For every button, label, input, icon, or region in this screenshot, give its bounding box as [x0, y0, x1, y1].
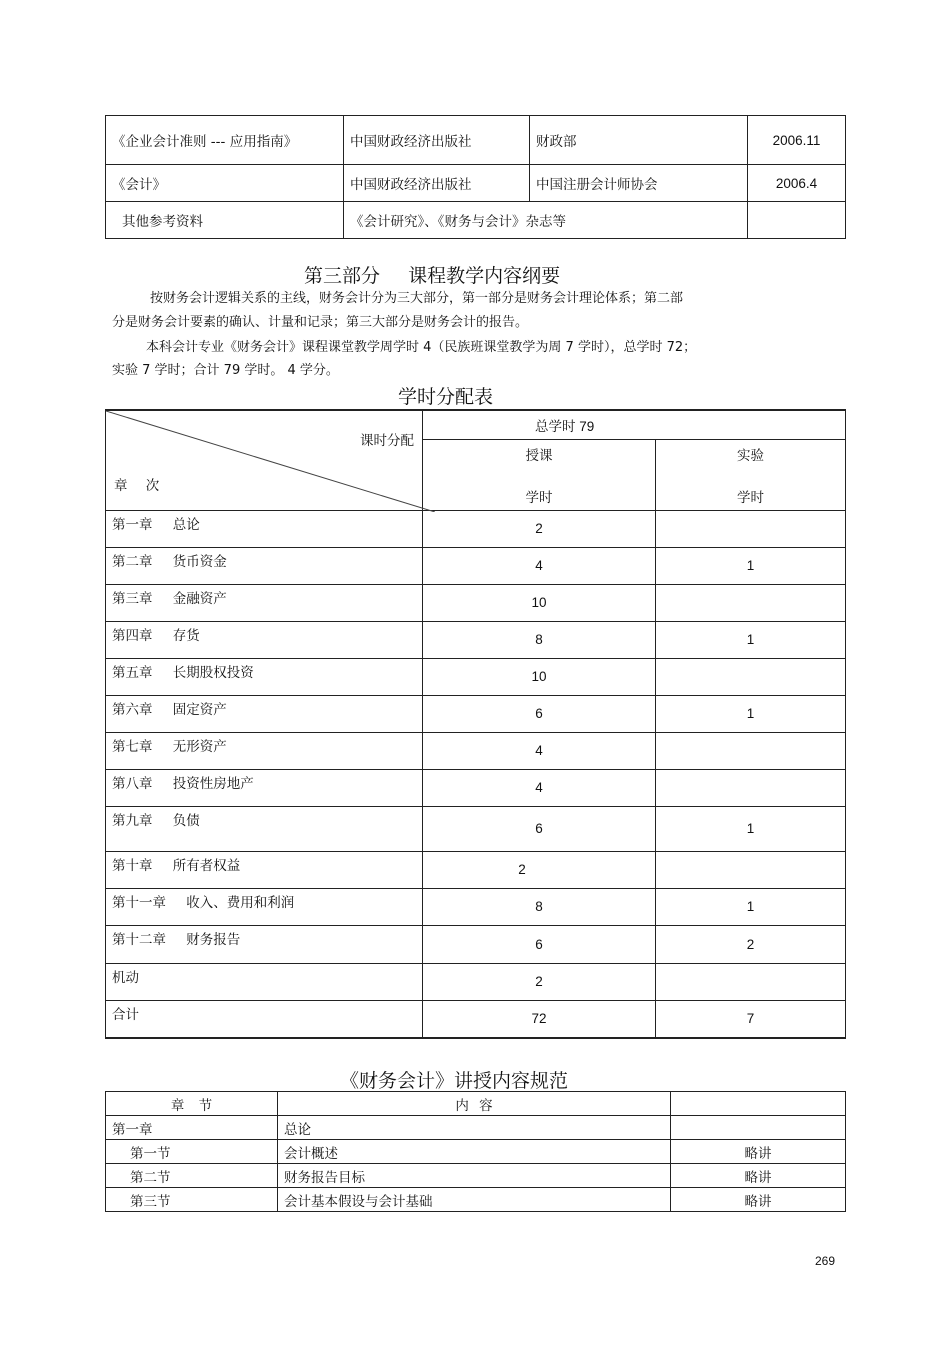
chapter-cell: 合计 [106, 1000, 423, 1038]
lab-hours-cell [656, 769, 846, 806]
ref-author: 中国注册会计师协会 [530, 165, 748, 202]
lecture-hours-cell: 10 [423, 658, 656, 695]
ref-title: 《企业会计准则 --- 应用指南》 [106, 116, 344, 165]
spec-content-cell: 总论 [278, 1116, 671, 1140]
ref-title: 《会计》 [106, 165, 344, 202]
lab-header-unit: 学时 [737, 489, 764, 506]
hours-row [106, 1000, 846, 1038]
lecture-hours-cell: 10 [423, 584, 656, 621]
spec-note-cell: 略讲 [671, 1188, 846, 1212]
lab-hours-cell: 2 [656, 925, 846, 963]
hours-row [106, 584, 846, 621]
spec-header-note [671, 1092, 846, 1116]
hours-row [106, 925, 846, 963]
lab-hours-cell: 1 [656, 888, 846, 925]
chapter-cell: 机动 [106, 963, 423, 1000]
hours-table-title: 学时分配表 [398, 386, 494, 408]
page-number: 269 [815, 1254, 836, 1268]
paragraph-2-line-1: 本科会计专业《财务会计》课程课堂教学周学时 4（民族班课堂教学为周 7 学时），总学时 72； [146, 340, 697, 355]
section-title-part: 第三部分 [304, 265, 381, 287]
spec-content-cell: 财务报告目标 [278, 1164, 671, 1188]
lecture-header [423, 439, 656, 510]
ref-date: 2006.11 [748, 116, 846, 165]
hours-row [106, 806, 846, 851]
lab-hours-cell [656, 732, 846, 769]
spec-row [106, 1140, 846, 1164]
lecture-hours-cell: 2 [423, 851, 656, 888]
ref-other-value: 《会计研究》、《财务与会计》杂志等 [344, 202, 748, 239]
lab-hours-cell [656, 851, 846, 888]
total-hours-header: 总学时 79 [423, 410, 846, 439]
lab-header [656, 439, 846, 510]
hours-row [106, 963, 846, 1000]
hours-row [106, 547, 846, 584]
paragraph-1-line-2: 分是财务会计要素的确认、计量和记录；第三大部分是财务会计的报告。 [112, 315, 529, 330]
chapter-cell: 第六章 固定资产 [106, 695, 423, 732]
hours-row [106, 658, 846, 695]
lab-hours-cell [656, 584, 846, 621]
hours-table [105, 409, 846, 1039]
spec-row [106, 1164, 846, 1188]
spec-note-cell [671, 1116, 846, 1140]
diagonal-line [106, 411, 435, 512]
ref-date: 2006.4 [748, 165, 846, 202]
spec-table [105, 1091, 846, 1212]
chapter-cell: 第十一章 收入、费用和利润 [106, 888, 423, 925]
section-title-text: 课程教学内容纲要 [408, 265, 561, 287]
spec-note-cell: 略讲 [671, 1164, 846, 1188]
chapter-cell: 第四章 存货 [106, 621, 423, 658]
ref-publisher: 中国财政经济出版社 [344, 165, 530, 202]
hours-row [106, 621, 846, 658]
lecture-hours-cell: 6 [423, 925, 656, 963]
spec-header-section: 章 节 [106, 1092, 278, 1116]
spec-content-cell: 会计基本假设与会计基础 [278, 1188, 671, 1212]
spec-section-cell: 第二节 [106, 1164, 278, 1188]
spec-content-cell: 会计概述 [278, 1140, 671, 1164]
spec-section-cell: 第一章 [106, 1116, 278, 1140]
hours-row [106, 510, 846, 547]
spec-section-cell: 第三节 [106, 1188, 278, 1212]
diagonal-header-bottom-label: 章 次 [114, 478, 160, 494]
spec-header-content: 内 容 [278, 1092, 671, 1116]
chapter-cell: 第十二章 财务报告 [106, 925, 423, 963]
lecture-hours-cell: 72 [423, 1000, 656, 1038]
ref-other-label: 其他参考资料 [106, 202, 344, 239]
chapter-cell: 第三章 金融资产 [106, 584, 423, 621]
lecture-hours-cell: 6 [423, 806, 656, 851]
ref-author: 财政部 [530, 116, 748, 165]
spec-table-title: 《财务会计》讲授内容规范 [340, 1070, 569, 1092]
lecture-hours-cell: 4 [423, 769, 656, 806]
lecture-hours-cell: 2 [423, 963, 656, 1000]
chapter-cell: 第八章 投资性房地产 [106, 769, 423, 806]
diagonal-header-cell [106, 410, 423, 510]
hours-row [106, 732, 846, 769]
lecture-hours-cell: 2 [423, 510, 656, 547]
chapter-cell: 第五章 长期股权投资 [106, 658, 423, 695]
lab-hours-cell: 1 [656, 547, 846, 584]
spec-section-cell: 第一节 [106, 1140, 278, 1164]
lab-hours-cell [656, 658, 846, 695]
lab-hours-cell [656, 963, 846, 1000]
spec-note-cell: 略讲 [671, 1140, 846, 1164]
hours-row [106, 851, 846, 888]
lecture-hours-cell: 6 [423, 695, 656, 732]
section-title [304, 261, 560, 288]
lab-hours-cell: 7 [656, 1000, 846, 1038]
spec-row [106, 1188, 846, 1212]
ref-empty-cell [748, 202, 846, 239]
hours-row [106, 769, 846, 806]
lab-header-label: 实验 [737, 447, 764, 464]
lecture-hours-cell: 4 [423, 732, 656, 769]
lecture-header-unit: 学时 [525, 489, 553, 506]
chapter-cell: 第二章 货币资金 [106, 547, 423, 584]
chapter-cell: 第七章 无形资产 [106, 732, 423, 769]
hours-row [106, 695, 846, 732]
reference-table [105, 115, 846, 239]
spec-row [106, 1116, 846, 1140]
lab-hours-cell: 1 [656, 621, 846, 658]
lecture-hours-cell: 8 [423, 888, 656, 925]
paragraph-2-line-2: 实验 7 学时；合计 79 学时。 4 学分。 [112, 363, 339, 378]
lab-hours-cell: 1 [656, 695, 846, 732]
chapter-cell: 第一章 总论 [106, 510, 423, 547]
paragraph-1-line-1: 按财务会计逻辑关系的主线，财务会计分为三大部分，第一部分是财务会计理论体系；第二部 [150, 291, 684, 306]
ref-publisher: 中国财政经济出版社 [344, 116, 530, 165]
lecture-header-label: 授课 [525, 447, 553, 464]
diagonal-header-top-label: 课时分配 [360, 433, 414, 449]
lecture-hours-cell: 8 [423, 621, 656, 658]
chapter-cell: 第十章 所有者权益 [106, 851, 423, 888]
hours-row [106, 888, 846, 925]
lecture-hours-cell: 4 [423, 547, 656, 584]
lab-hours-cell: 1 [656, 806, 846, 851]
lab-hours-cell [656, 510, 846, 547]
chapter-cell: 第九章 负债 [106, 806, 423, 851]
